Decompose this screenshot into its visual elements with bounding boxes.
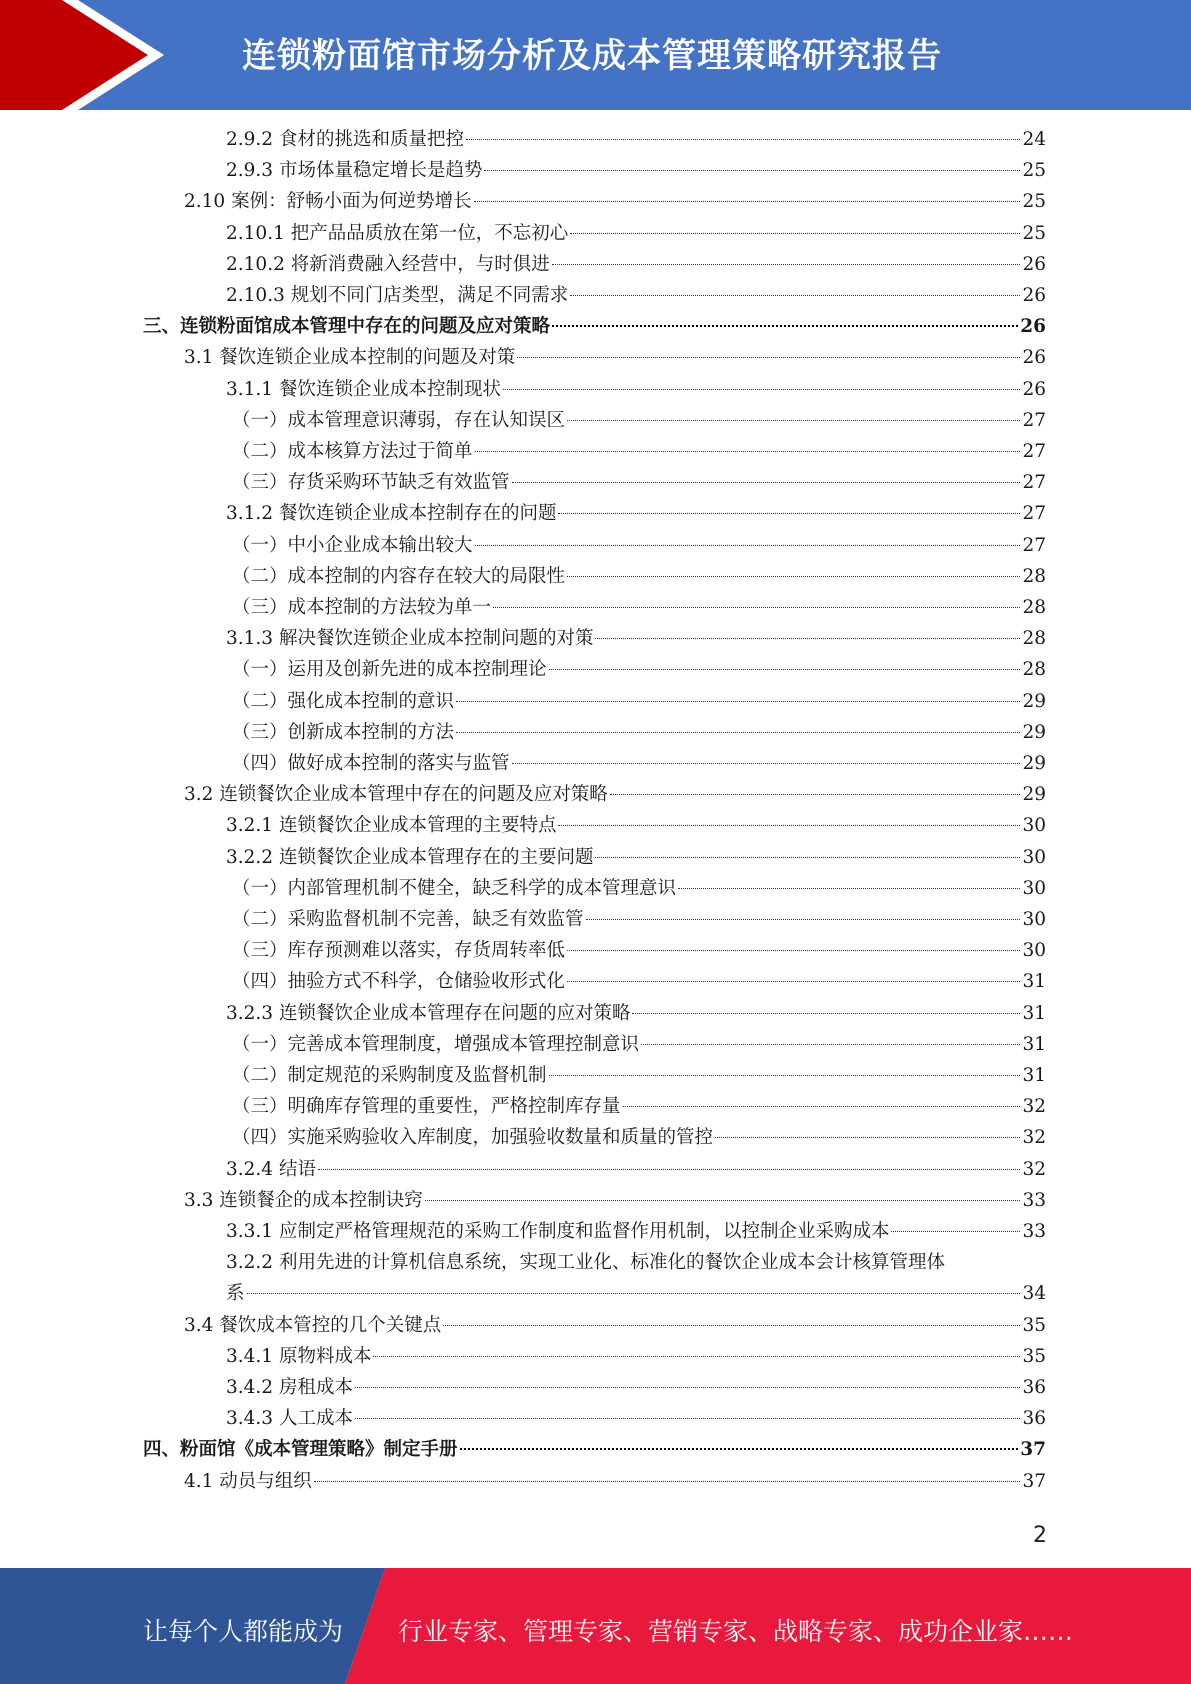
toc-entry[interactable] [232, 908, 1046, 932]
toc-entry-label: （一）内部管理机制不健全，缺乏科学的成本管理意识 [232, 877, 677, 899]
toc-dot-leader [558, 513, 1020, 514]
toc-dot-leader [549, 1075, 1021, 1076]
toc-dot-leader [484, 170, 1020, 171]
toc-dot-leader [456, 732, 1020, 733]
toc-entry[interactable] [226, 502, 1046, 526]
toc-dot-leader [586, 919, 1021, 920]
toc-entry-label: （三）存货采购环节缺乏有效监管 [232, 472, 510, 494]
toc-dot-leader [247, 1293, 1021, 1294]
toc-dot-leader [355, 1418, 1021, 1419]
toc-entry[interactable] [226, 284, 1046, 308]
toc-entry[interactable] [232, 658, 1046, 682]
toc-entry-page-number: 28 [1022, 659, 1046, 681]
report-title: 连锁粉面馆市场分析及成本管理策略研究报告 [242, 36, 942, 76]
toc-entry-label: 3.1.1 餐饮连锁企业成本控制现状 [226, 378, 501, 400]
toc-entry-page-number: 34 [1022, 1283, 1046, 1305]
toc-dot-leader [512, 763, 1021, 764]
toc-entry-page-number: 27 [1022, 441, 1046, 462]
toc-dot-leader [318, 1169, 1021, 1170]
toc-entry-label: 3.4.3 人工成本 [226, 1408, 353, 1430]
toc-entry-label: 3.2.1 连锁餐饮企业成本管理的主要特点 [226, 815, 557, 837]
toc-entry-page-number: 29 [1022, 690, 1046, 712]
toc-entry[interactable] [232, 939, 1046, 963]
toc-dot-leader [517, 357, 1020, 358]
toc-entry[interactable] [226, 1002, 1046, 1026]
toc-entry-label: 3.4.1 原物料成本 [226, 1345, 372, 1367]
toc-entry[interactable] [232, 690, 1046, 714]
toc-entry-page-number: 28 [1022, 628, 1046, 650]
toc-entry[interactable] [226, 1158, 1046, 1182]
toc-entry-label: 4.1 动员与组织 [184, 1470, 312, 1492]
toc-entry-label: 3.3.1 应制定严格管理规范的采购工作制度和监督作用机制，以控制企业采购成本 [226, 1221, 890, 1242]
toc-entry-page-number: 24 [1022, 129, 1046, 150]
toc-entry-page-number: 35 [1022, 1345, 1046, 1367]
toc-entry[interactable] [232, 721, 1046, 745]
toc-entry[interactable] [226, 378, 1046, 402]
toc-entry[interactable] [226, 1376, 1046, 1400]
toc-entry-page-number: 26 [1022, 378, 1046, 400]
toc-entry-label: 3.1 餐饮连锁企业成本控制的问题及对策 [184, 347, 516, 369]
toc-dot-leader [425, 1200, 1021, 1201]
toc-entry[interactable] [226, 846, 1046, 870]
toc-entry-label: 2.10.3 规划不同门店类型，满足不同需求 [226, 285, 569, 306]
toc-entry-label: 2.10.2 将新消费融入经营中，与时俱进 [226, 253, 550, 275]
toc-entry-page-number: 30 [1022, 940, 1046, 962]
toc-entry-page-number: 30 [1022, 815, 1046, 837]
toc-dot-leader [475, 545, 1021, 546]
toc-entry-page-number: 37 [1020, 1439, 1046, 1461]
toc-entry-label: 系 [226, 1283, 245, 1305]
toc-entry[interactable] [226, 627, 1046, 651]
toc-entry[interactable] [226, 222, 1046, 246]
toc-dot-leader [503, 389, 1020, 390]
toc-entry[interactable] [232, 565, 1046, 589]
toc-entry[interactable] [184, 783, 1046, 807]
toc-entry-page-number: 32 [1022, 1158, 1046, 1180]
toc-entry-label: 3.3 连锁餐企的成本控制诀窍 [184, 1189, 423, 1211]
toc-entry-page-number: 28 [1022, 565, 1046, 587]
toc-dot-leader [466, 139, 1020, 140]
toc-entry-page-number: 25 [1022, 222, 1046, 244]
toc-entry-label: 3.2.4 结语 [226, 1158, 316, 1180]
header-band [0, 0, 1191, 110]
toc-entry[interactable] [232, 1033, 1046, 1057]
toc-entry[interactable] [184, 346, 1046, 370]
toc-entry-page-number: 30 [1022, 846, 1046, 868]
toc-entry[interactable] [143, 315, 1046, 339]
toc-entry-label: 2.10.1 把产品品质放在第一位，不忘初心 [226, 222, 569, 244]
toc-entry[interactable] [232, 1064, 1046, 1088]
toc-entry-label: 3.2.3 连锁餐饮企业成本管理存在问题的应对策略 [226, 1002, 631, 1024]
toc-entry-label: 2.10 案例：舒畅小面为何逆势增长 [184, 191, 472, 213]
footer-slogan-right: 行业专家、管理专家、营销专家、战略专家、成功企业家…… [398, 1617, 1074, 1646]
toc-entry[interactable] [184, 190, 1046, 214]
toc-entry[interactable] [232, 970, 1046, 994]
toc-entry[interactable] [226, 1407, 1046, 1431]
toc-entry[interactable] [232, 877, 1046, 901]
toc-entry-label: （二）成本核算方法过于简单 [232, 441, 473, 462]
toc-dot-leader [552, 264, 1021, 265]
toc-entry[interactable] [184, 1470, 1046, 1494]
toc-entry[interactable] [226, 1282, 1046, 1306]
toc-entry-label: 2.9.3 市场体量稳定增长是趋势 [226, 160, 483, 182]
toc-entry-page-number: 25 [1022, 191, 1046, 213]
toc-entry-page-number: 35 [1022, 1314, 1046, 1336]
toc-entry-label: （三）明确库存管理的重要性，严格控制库存量 [232, 1096, 621, 1118]
toc-entry-wrapped-line[interactable]: 3.2.2 利用先进的计算机信息系统，实现工业化、标准化的餐饮企业成本会计核算管理体 [226, 1252, 945, 1274]
toc-dot-leader [567, 950, 1020, 951]
toc-entry[interactable] [232, 409, 1046, 433]
toc-entry-label: （四）做好成本控制的落实与监管 [232, 753, 510, 774]
toc-entry[interactable] [232, 1095, 1046, 1119]
toc-entry-page-number: 32 [1022, 1096, 1046, 1118]
toc-entry[interactable] [226, 253, 1046, 277]
toc-dot-leader [632, 1013, 1020, 1014]
toc-dot-leader [549, 669, 1021, 670]
toc-entry-page-number: 26 [1020, 316, 1046, 338]
toc-entry[interactable] [226, 1220, 1046, 1244]
toc-entry-page-number: 27 [1022, 472, 1046, 494]
toc-entry-label: 3.4.2 房租成本 [226, 1377, 353, 1398]
toc-entry-page-number: 29 [1022, 784, 1046, 806]
toc-dot-leader [610, 794, 1021, 795]
toc-dot-leader [570, 295, 1020, 296]
toc-entry-page-number: 30 [1022, 877, 1046, 899]
toc-dot-leader [641, 1044, 1020, 1045]
toc-dot-leader [567, 420, 1020, 421]
toc-entry-label: （四）抽验方式不科学，仓储验收形式化 [232, 971, 566, 993]
toc-entry[interactable] [232, 1126, 1046, 1150]
toc-dot-leader [558, 825, 1020, 826]
toc-entry-label: 3.2 连锁餐饮企业成本管理中存在的问题及应对策略 [184, 784, 608, 806]
toc-entry[interactable] [226, 1345, 1046, 1369]
header-chevron-decoration [0, 0, 170, 110]
toc-entry-page-number: 27 [1022, 503, 1046, 525]
toc-dot-leader [475, 451, 1021, 452]
toc-entry-page-number: 31 [1022, 1033, 1046, 1055]
toc-entry-label: （一）完善成本管理制度，增强成本管理控制意识 [232, 1033, 640, 1055]
toc-entry-label: 3.1.3 解决餐饮连锁企业成本控制问题的对策 [226, 628, 594, 650]
toc-entry[interactable] [226, 814, 1046, 838]
toc-entry[interactable] [226, 128, 1046, 152]
toc-entry-page-number: 36 [1022, 1408, 1046, 1430]
toc-entry-label: （二）制定规范的采购制度及监督机制 [232, 1065, 547, 1086]
toc-dot-leader [715, 1137, 1020, 1138]
toc-entry-label: 四、粉面馆《成本管理策略》制定手册 [143, 1439, 458, 1461]
toc-dot-leader [373, 1356, 1020, 1357]
toc-dot-leader [678, 888, 1020, 889]
toc-entry-label: （一）成本管理意识薄弱，存在认知误区 [232, 409, 566, 431]
toc-entry-page-number: 27 [1022, 534, 1046, 556]
toc-dot-leader [456, 701, 1020, 702]
toc-dot-leader [474, 201, 1021, 202]
toc-entry-label: （三）库存预测难以落实，存货周转率低 [232, 940, 566, 962]
toc-entry[interactable] [232, 440, 1046, 464]
toc-entry-page-number: 31 [1022, 1065, 1046, 1086]
toc-entry-page-number: 31 [1022, 971, 1046, 993]
toc-dot-leader [460, 1448, 1019, 1450]
toc-entry[interactable] [143, 1438, 1046, 1462]
toc-entry-label: 3.1.2 餐饮连锁企业成本控制存在的问题 [226, 503, 557, 525]
toc-dot-leader [891, 1231, 1020, 1232]
toc-dot-leader [314, 1481, 1021, 1482]
toc-entry-page-number: 33 [1022, 1221, 1046, 1242]
toc-entry-page-number: 33 [1022, 1189, 1046, 1211]
toc-entry[interactable] [184, 1314, 1046, 1338]
toc-dot-leader [493, 607, 1020, 608]
toc-entry-page-number: 29 [1022, 753, 1046, 774]
toc-entry-page-number: 25 [1022, 160, 1046, 182]
toc-entry-label: （二）强化成本控制的意识 [232, 690, 455, 712]
toc-entry-label: （一）中小企业成本输出较大 [232, 534, 473, 556]
toc-dot-leader [570, 233, 1020, 234]
toc-entry-page-number: 31 [1022, 1002, 1046, 1024]
toc-entry-page-number: 26 [1022, 347, 1046, 369]
toc-entry[interactable] [232, 471, 1046, 495]
toc-dot-leader [443, 1325, 1020, 1326]
toc-entry-label: 3.2.2 连锁餐饮企业成本管理存在的主要问题 [226, 846, 594, 868]
toc-dot-leader [623, 1106, 1021, 1107]
toc-dot-leader [552, 325, 1018, 327]
footer-band [0, 1568, 1191, 1684]
toc-entry-page-number: 28 [1022, 597, 1046, 618]
toc-entry-page-number: 37 [1022, 1470, 1046, 1492]
toc-dot-leader [567, 981, 1020, 982]
footer-slogan-left: 让每个人都能成为 [143, 1617, 344, 1646]
toc-entry-label: （二）采购监督机制不完善，缺乏有效监管 [232, 909, 584, 930]
toc-entry-label: （四）实施采购验收入库制度，加强验收数量和质量的管控 [232, 1127, 714, 1149]
toc-entry-label: （一）运用及创新先进的成本控制理论 [232, 659, 547, 681]
toc-dot-leader [567, 576, 1020, 577]
toc-entry-page-number: 26 [1022, 285, 1046, 306]
toc-entry-page-number: 36 [1022, 1377, 1046, 1398]
toc-dot-leader [512, 482, 1021, 483]
toc-entry[interactable] [184, 1189, 1046, 1213]
toc-dot-leader [355, 1387, 1021, 1388]
toc-entry-page-number: 26 [1022, 253, 1046, 275]
toc-entry[interactable] [226, 159, 1046, 183]
toc-entry-label: 3.4 餐饮成本管控的几个关键点 [184, 1314, 442, 1336]
toc-entry[interactable] [232, 596, 1046, 620]
toc-entry-page-number: 29 [1022, 721, 1046, 743]
toc-entry-label: （三）创新成本控制的方法 [232, 721, 455, 743]
toc-entry-label: （三）成本控制的方法较为单一 [232, 597, 492, 618]
toc-entry[interactable] [232, 752, 1046, 776]
toc-entry-page-number: 32 [1022, 1127, 1046, 1149]
toc-dot-leader [595, 857, 1020, 858]
toc-entry[interactable] [232, 534, 1046, 558]
toc-entry-label: （二）成本控制的内容存在较大的局限性 [232, 565, 566, 587]
page-number: 2 [1033, 1523, 1047, 1548]
toc-entry-label: 三、连锁粉面馆成本管理中存在的问题及应对策略 [143, 316, 551, 338]
toc-entry-label: 2.9.2 食材的挑选和质量把控 [226, 129, 464, 150]
toc-dot-leader [595, 638, 1020, 639]
toc-entry-page-number: 30 [1022, 909, 1046, 930]
toc-entry-page-number: 27 [1022, 409, 1046, 431]
